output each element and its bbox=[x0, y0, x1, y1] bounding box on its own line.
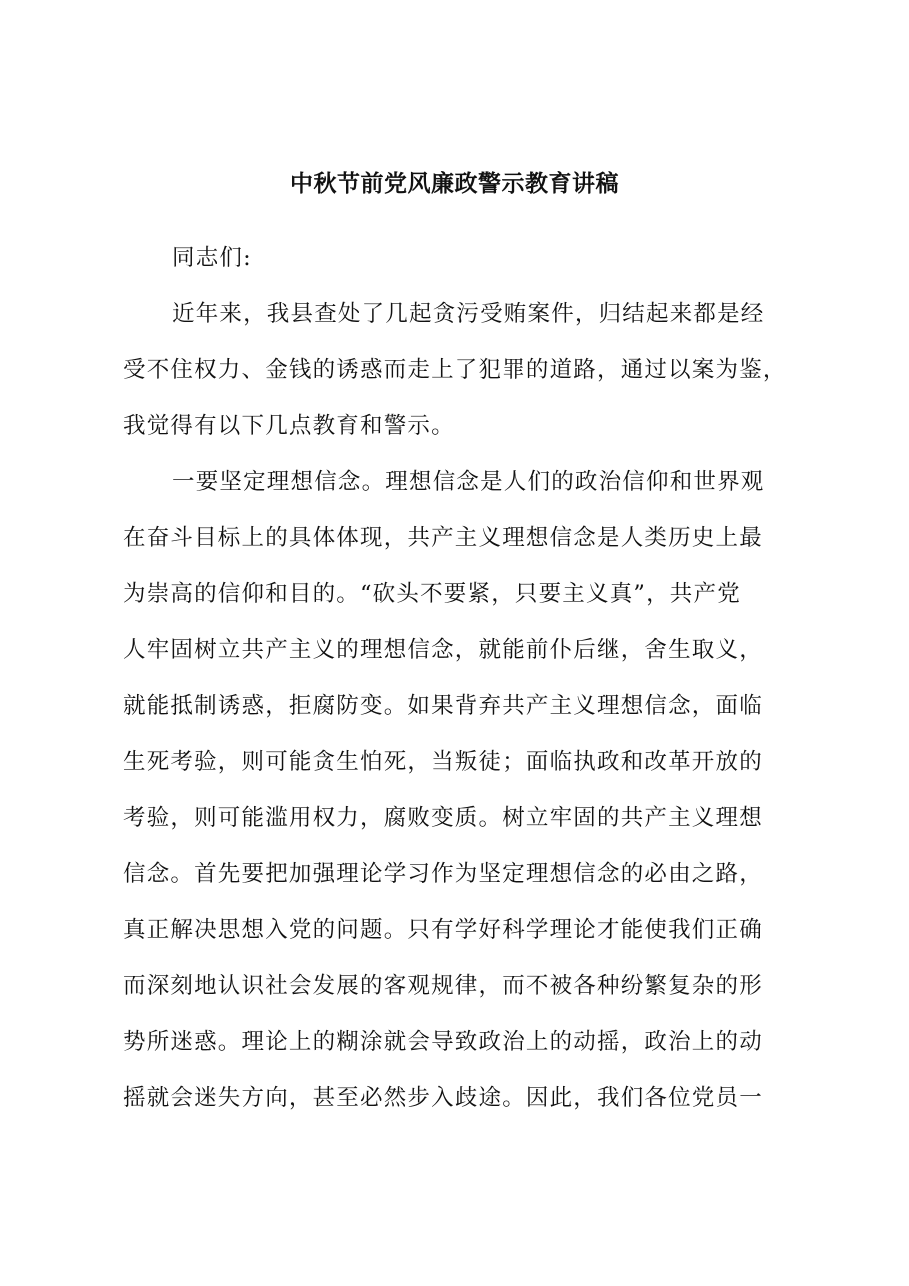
paragraph-line: 考验，则可能滥用权力，腐败变质。树立牢固的共产主义理想 bbox=[123, 805, 763, 831]
salutation-line: 同志们: bbox=[172, 245, 252, 271]
paragraph-line: 而深刻地认识社会发展的客观规律，而不被各种纷繁复杂的形 bbox=[123, 973, 763, 999]
paragraph-line: 为崇高的信仰和目的。“砍头不要紧，只要主义真”，共产党 bbox=[123, 581, 741, 607]
paragraph-line: 我觉得有以下几点教育和警示。 bbox=[123, 413, 455, 439]
paragraph-line: 一要坚定理想信念。理想信念是人们的政治信仰和世界观 bbox=[172, 469, 765, 495]
paragraph-line: 势所迷惑。理论上的糊涂就会导致政治上的动摇，政治上的动 bbox=[123, 1029, 763, 1055]
paragraph-line: 真正解决思想入党的问题。只有学好科学理论才能使我们正确 bbox=[123, 917, 763, 943]
paragraph-line: 信念。首先要把加强理论学习作为坚定理想信念的必由之路， bbox=[123, 861, 763, 887]
paragraph-line: 就能抵制诱惑，拒腐防变。如果背弃共产主义理想信念，面临 bbox=[123, 693, 763, 719]
paragraph-line: 摇就会迷失方向，甚至必然步入歧途。因此，我们各位党员一 bbox=[123, 1085, 763, 1111]
paragraph-line: 人牢固树立共产主义的理想信念，就能前仆后继，舍生取义， bbox=[123, 637, 763, 663]
paragraph-line: 受不住权力、金钱的诱惑而走上了犯罪的道路，通过以案为鉴， bbox=[123, 357, 787, 383]
paragraph-line: 近年来，我县查处了几起贪污受贿案件，归结起来都是经 bbox=[172, 301, 765, 327]
paragraph-line: 生死考验，则可能贪生怕死，当叛徒；面临执政和改革开放的 bbox=[123, 749, 763, 775]
document-title: 中秋节前党风廉政警示教育讲稿 bbox=[290, 170, 619, 197]
paragraph-line: 在奋斗目标上的具体体现，共产主义理想信念是人类历史上最 bbox=[123, 525, 763, 551]
